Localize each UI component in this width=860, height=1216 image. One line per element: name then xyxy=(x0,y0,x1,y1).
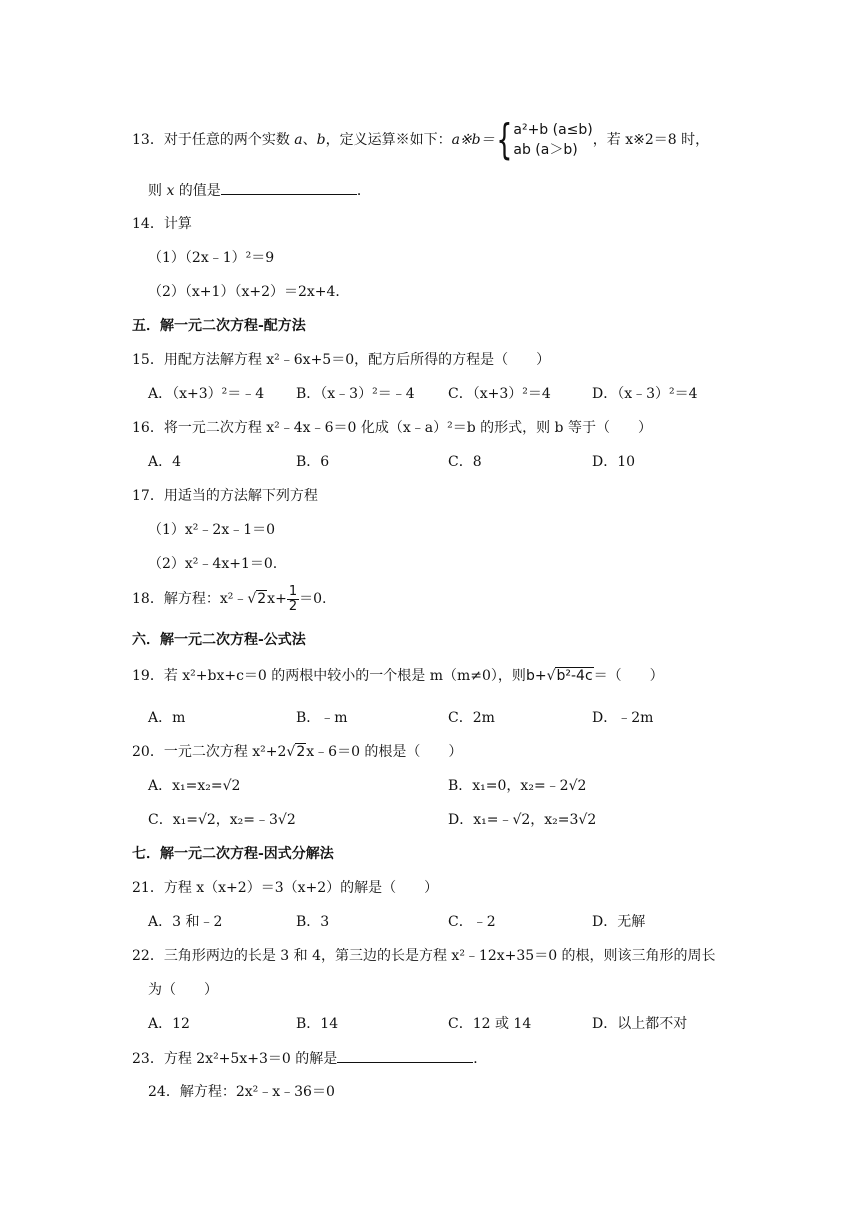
q19-prefix: 19．若 x²+bx+c＝0 的两根中较小的一个根是 m（m≠0），则 xyxy=(132,668,526,684)
q13-lhs: a※b＝ xyxy=(451,132,495,148)
q16-option-d: D．10 xyxy=(592,454,636,470)
q18-radicand: 2 xyxy=(257,591,267,607)
question-18 xyxy=(132,584,326,614)
q21-option-d: D．无解 xyxy=(592,914,646,930)
q13-def-text: ，定义运算※如下： xyxy=(325,132,452,148)
q15-option-d: D．（x﹣3）²＝4 xyxy=(592,386,698,402)
q18-prefix: 18．解方程：x²﹣ xyxy=(132,591,248,607)
q23-period: ． xyxy=(473,1051,488,1067)
q13-sep: 、 xyxy=(302,132,317,148)
q21-option-a: A．3 和﹣2 xyxy=(148,914,223,930)
q16-option-b: B．6 xyxy=(296,454,330,470)
q22-option-d: D．以上都不对 xyxy=(592,1016,688,1032)
answer-blank[interactable] xyxy=(221,180,357,195)
question-24: 24．解方程：2x²﹣x﹣36＝0 xyxy=(148,1084,335,1100)
q13-condition: ，若 x※2＝8 时， xyxy=(592,132,710,148)
q13-prefix: 13．对于任意的两个实数 xyxy=(132,132,295,148)
q18-numerator: 1 xyxy=(288,583,298,599)
q21-option-c: C．﹣2 xyxy=(448,914,496,930)
question-20 xyxy=(132,742,462,762)
question-15: 15．用配方法解方程 x²﹣6x+5＝0，配方后所得的方程是（ ） xyxy=(132,352,551,368)
question-17-title: 17．用适当的方法解下列方程 xyxy=(132,488,318,504)
question-22: 22．三角形两边的长是 3 和 4，第三边的长是方程 x²﹣12x+35＝0 的根，则该三角形的周长 xyxy=(132,948,716,964)
q20-option-c: C．x₁=√2，x₂=﹣3√2 xyxy=(148,812,296,828)
q13-var-x: x xyxy=(166,183,175,199)
q13-case-2: ab (a＞b) xyxy=(513,142,578,158)
question-16: 16．将一元二次方程 x²﹣4x﹣6＝0 化成（x﹣a）²＝b 的形式，则 b 等于（ ） xyxy=(132,420,652,436)
question-17-part-2: （2）x²﹣4x+1＝0. xyxy=(148,556,278,572)
q15-option-b: B．（x﹣3）²＝﹣4 xyxy=(296,386,415,402)
answer-blank[interactable] xyxy=(337,1048,473,1063)
q16-option-c: C．8 xyxy=(448,454,482,470)
question-19 xyxy=(132,664,664,688)
q18-denominator: 2 xyxy=(288,598,298,614)
q13-period: ． xyxy=(356,183,371,199)
sqrt-icon: √ xyxy=(286,744,296,760)
q20-prefix: 20．一元二次方程 x²+2 xyxy=(132,744,287,760)
q13-line2-text: 的值是 xyxy=(174,183,221,199)
q20-radicand: 2 xyxy=(296,744,306,760)
section-heading-7: 七．解一元二次方程-因式分解法 xyxy=(132,846,334,862)
q19-b: b+ xyxy=(525,668,547,684)
q19-option-d: D．﹣2m xyxy=(592,710,654,726)
q22-option-a: A．12 xyxy=(148,1016,190,1032)
q13-brace: { xyxy=(495,115,513,164)
question-13-line2 xyxy=(148,180,371,201)
section-heading-5: 五．解一元二次方程-配方法 xyxy=(132,318,306,334)
question-14-title: 14．计算 xyxy=(132,216,192,232)
question-14-part-1: （1）（2x﹣1）²＝9 xyxy=(148,250,275,266)
question-21: 21．方程 x（x+2）＝3（x+2）的解是（ ） xyxy=(132,880,439,896)
question-13 xyxy=(132,115,710,164)
q19-radicand: b²-4c xyxy=(556,668,593,684)
q22-option-c: C．12 或 14 xyxy=(448,1016,532,1032)
q18-mid: x+ xyxy=(267,591,287,607)
question-22-line2: 为（ ） xyxy=(148,982,218,998)
q22-option-b: B．14 xyxy=(296,1016,339,1032)
q19-suffix: ＝（ ） xyxy=(593,668,664,684)
question-14-part-2: （2）（x+1）（x+2）＝2x+4． xyxy=(148,284,350,300)
q19-option-c: C．2m xyxy=(448,710,495,726)
q16-option-a: A．4 xyxy=(148,454,182,470)
q19-option-b: B．﹣m xyxy=(296,710,348,726)
q20-option-b: B．x₁=0，x₂=﹣2√2 xyxy=(448,778,587,794)
q21-option-b: B．3 xyxy=(296,914,330,930)
q13-var-b: b xyxy=(316,132,326,148)
section-heading-6: 六．解一元二次方程-公式法 xyxy=(132,632,306,648)
q13-var-a: a xyxy=(294,132,303,148)
q13-piecewise xyxy=(513,120,592,160)
q20-suffix: x﹣6＝0 的根是（ ） xyxy=(306,744,463,760)
q15-option-c: C．（x+3）²＝4 xyxy=(448,386,551,402)
q23-text: 23．方程 2x²+5x+3＝0 的解是 xyxy=(132,1051,338,1067)
q13-line2-pre: 则 xyxy=(148,183,167,199)
sqrt-icon: √ xyxy=(247,591,257,607)
q15-option-a: A．（x+3）²＝﹣4 xyxy=(148,386,265,402)
q18-suffix: ＝0. xyxy=(299,591,327,607)
q19-option-a: A．m xyxy=(148,710,186,726)
q13-case-1: a²+b (a≤b) xyxy=(513,122,593,138)
sqrt-icon: √ xyxy=(546,668,556,684)
q20-option-d: D．x₁=﹣√2，x₂=3√2 xyxy=(448,812,597,828)
q18-fraction xyxy=(287,585,299,614)
question-17-part-1: （1）x²﹣2x﹣1＝0 xyxy=(148,522,276,538)
question-23 xyxy=(132,1048,487,1069)
q20-option-a: A．x₁=x₂=√2 xyxy=(148,778,241,794)
